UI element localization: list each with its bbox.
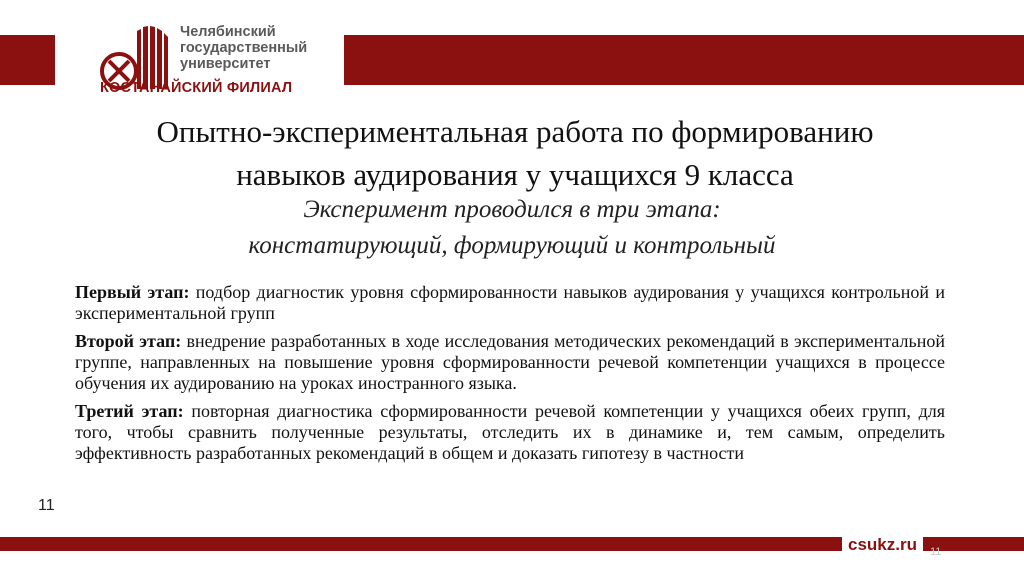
stage-paragraph [75,282,945,324]
corner-slide-number: 11 [930,546,942,558]
stage-text: повторная диагностика сформированности речевой компетенции у учащихся обеих групп, для того, чтобы сравнить полученные результаты, отследить их в динамике и, тем самым, определить эффективность разработанных рекомендаций в общем и доказать гипотезу в частности [75,401,946,463]
slide-title-line: Опытно-экспериментальная работа по формированию [156,114,874,149]
header-band-right [344,35,1024,85]
university-name-line: университет [180,56,271,72]
stage-text: внедрение разработанных в ходе исследования методических рекомендаций в экспериментальной группе, направленных на повышение уровня сформированности речевой компетенции учащихся в процессе обучения их аудированию на уроках иностранного языка. [75,331,945,393]
university-name [180,24,307,72]
header-band-left [0,35,55,85]
university-name-line: государственный [180,40,308,56]
slide-subtitle-line: Эксперимент проводился в три этапа: [303,196,721,223]
slide-title [40,110,990,196]
stage-label: Первый этап: [75,282,190,302]
university-name-line: Челябинский [180,24,276,40]
stage-label: Второй этап: [75,331,182,351]
slide-number: 11 [38,497,55,514]
slide-title-line: навыков аудирования у учащихся 9 класса [236,157,794,192]
branch-name: КОСТАНАЙСКИЙ ФИЛИАЛ [100,80,293,96]
slide-subtitle [0,192,1024,264]
stage-label: Третий этап: [75,401,184,421]
stage-paragraph [75,331,945,394]
slide-subtitle-line: констатирующий, формирующий и контрольный [248,232,776,259]
stages-list [75,282,945,471]
site-brand[interactable]: csukz.ru [842,534,923,556]
stage-text: подбор диагностик уровня сформированности навыков аудирования у учащихся контрольной и экспериментальной групп [75,282,945,323]
stage-paragraph [75,401,945,464]
